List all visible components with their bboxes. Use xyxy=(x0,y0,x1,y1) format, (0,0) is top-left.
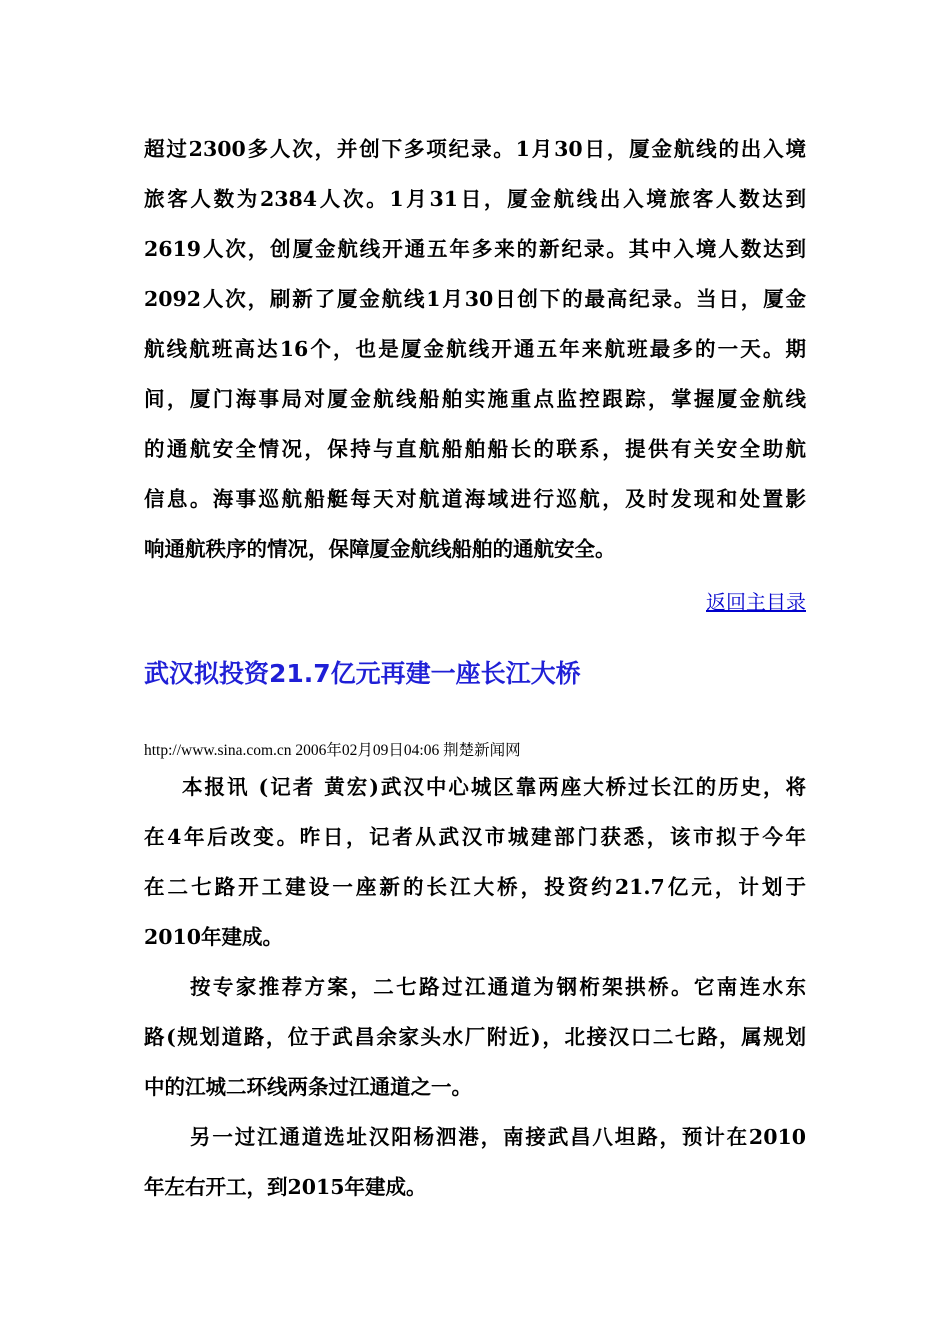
text-line: 年左右开工，到2015年建成。 xyxy=(144,1175,427,1199)
article-source-line: http://www.sina.com.cn 2006年02月09日04:06 荆楚新闻网 xyxy=(144,742,521,759)
text-line: 在二七路开工建设一座新的长江大桥，投资约21.7亿元，计划于 xyxy=(144,875,806,899)
text-line: 在4年后改变。昨日，记者从武汉市城建部门获悉，该市拟于今年 xyxy=(144,825,806,849)
text-line: 2619人次，创厦金航线开通五年多来的新纪录。其中入境人数达到 xyxy=(144,237,806,261)
text-line: 2092人次，刷新了厦金航线1月30日创下的最高纪录。当日，厦金 xyxy=(144,287,806,311)
text-line: 的通航安全情况，保持与直航船舶船长的联系，提供有关安全助航 xyxy=(144,437,806,461)
text-line: 旅客人数为2384人次。1月31日，厦金航线出入境旅客人数达到 xyxy=(144,187,806,211)
text-line: 本报讯 (记者 黄宏)武汉中心城区靠两座大桥过长江的历史，将 xyxy=(182,775,806,799)
text-line: 间，厦门海事局对厦金航线船舶实施重点监控跟踪，掌握厦金航线 xyxy=(144,387,806,411)
back-to-main-menu-link[interactable]: 返回主目录 xyxy=(706,590,806,614)
article-title: 武汉拟投资21.7亿元再建一座长江大桥 xyxy=(144,659,581,688)
text-line: 信息。海事巡航船艇每天对航道海域进行巡航，及时发现和处置影 xyxy=(144,487,806,511)
text-line: 另一过江通道选址汉阳杨泗港，南接武昌八坦路，预计在2010 xyxy=(190,1125,806,1149)
text-line: 路(规划道路，位于武昌余家头水厂附近)，北接汉口二七路，属规划 xyxy=(144,1025,806,1049)
text-line: 超过2300多人次，并创下多项纪录。1月30日，厦金航线的出入境 xyxy=(144,137,806,161)
text-line: 2010年建成。 xyxy=(144,925,284,949)
text-line: 按专家推荐方案，二七路过江通道为钢桁架拱桥。它南连水东 xyxy=(190,975,806,999)
text-line: 中的江城二环线两条过江通道之一。 xyxy=(144,1075,472,1099)
text-line: 航线航班高达16个，也是厦金航线开通五年来航班最多的一天。期 xyxy=(144,337,806,361)
text-line: 响通航秩序的情况，保障厦金航线船舶的通航安全。 xyxy=(144,537,616,561)
